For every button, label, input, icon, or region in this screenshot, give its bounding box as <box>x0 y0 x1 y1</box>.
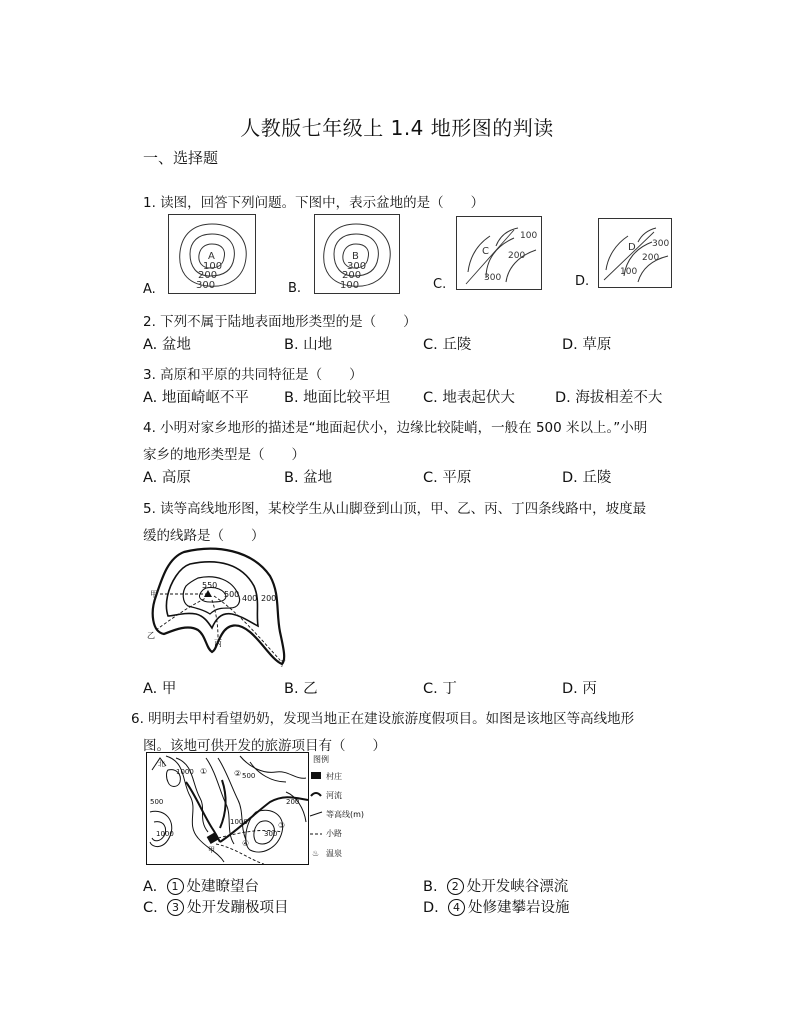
page-title: 人教版七年级上 1.4 地形图的判读 <box>240 116 554 140</box>
q6-option-c[interactable]: C. 3 处开发蹦极项目 <box>143 900 289 916</box>
q4-option-a[interactable]: A. 高原 <box>143 470 191 486</box>
q5-label-200: 200 <box>261 594 277 603</box>
q6-option-b[interactable]: B. 2 处开发峡谷漂流 <box>423 879 569 895</box>
q6-label-v7: 1000 <box>230 818 248 826</box>
q3-option-c[interactable]: C. 地表起伏大 <box>423 390 515 406</box>
q5-label-jia: 甲 <box>150 590 158 599</box>
q2-option-c[interactable]: C. 丘陵 <box>423 337 472 353</box>
map-d-label-3: 100 <box>620 267 638 277</box>
q4-option-c[interactable]: C. 平原 <box>423 470 472 486</box>
q1-option-a[interactable]: A. <box>143 282 156 297</box>
map-c-letter: C <box>482 246 489 257</box>
q6-label-v4: 200 <box>286 798 300 806</box>
q4-option-d[interactable]: D. 丘陵 <box>562 470 612 486</box>
q2-option-a[interactable]: A. 盆地 <box>143 337 191 353</box>
q6-label-v6: 500 <box>242 772 256 780</box>
q5-option-c[interactable]: C. 丁 <box>423 681 457 697</box>
q6-label-c1: ① <box>200 767 208 776</box>
q1-map-c <box>456 216 542 290</box>
map-b-label-2: 200 <box>342 270 362 281</box>
q6-label-c3: ③ <box>278 821 286 830</box>
svg-text:♨: ♨ <box>312 849 320 858</box>
q5-label-yi: 乙 <box>147 631 155 640</box>
q5-option-d[interactable]: D. 丙 <box>562 681 597 697</box>
map-c-label-3: 300 <box>484 273 502 283</box>
q5-label-bing: 丙 <box>214 639 222 648</box>
q1-map-d <box>598 218 672 288</box>
q1-option-c[interactable]: C. <box>433 277 447 292</box>
q5-label-500: 500 <box>224 590 240 599</box>
q6-label-v1: 1000 <box>176 768 194 776</box>
circled-number-4: 4 <box>448 899 465 916</box>
map-b-label-1: 300 <box>347 261 367 272</box>
q6-label-v5: 1000 <box>156 830 174 838</box>
q6-option-a[interactable]: A. 1 处建瞭望台 <box>143 879 259 895</box>
q5-label-400: 400 <box>242 594 258 603</box>
q1-map-a <box>168 214 256 294</box>
q4-stem-line2: 家乡的地形类型是（ ） <box>143 447 305 463</box>
q6-label-v2: 500 <box>150 798 164 806</box>
q2-stem: 2. 下列不属于陆地表面地形类型的是（ ） <box>143 314 417 330</box>
q6-legend-village: 村庄 <box>326 772 342 781</box>
map-c-label-2: 200 <box>508 251 526 261</box>
q6-label-v3: 300 <box>264 830 278 838</box>
q6-label-c4: ④ <box>242 839 250 848</box>
q6-north-label: 北 <box>158 760 165 768</box>
q5-option-b[interactable]: B. 乙 <box>284 681 318 697</box>
map-a-label-3: 300 <box>196 280 216 291</box>
q1-option-d[interactable]: D. <box>575 274 590 289</box>
section-heading: 一、选择题 <box>143 149 219 167</box>
q1-map-b <box>314 214 400 294</box>
map-c-label-1: 100 <box>520 231 538 241</box>
q4-stem-line1: 4. 小明对家乡地形的描述是“地面起伏小，边缘比较陡峭，一般在 500 米以上。”小明 <box>143 420 648 436</box>
q3-option-d[interactable]: D. 海拔相差不大 <box>555 390 663 406</box>
q4-option-b[interactable]: B. 盆地 <box>284 470 333 486</box>
q5-stem-line1: 5. 读等高线地形图，某校学生从山脚登到山顶，甲、乙、丙、丁四条线路中，坡度最 <box>143 501 647 517</box>
q1-stem: 1. 读图，回答下列问题。下图中，表示盆地的是（ ） <box>143 195 485 211</box>
q6-legend-path: 小路 <box>326 829 342 838</box>
circled-number-2: 2 <box>447 878 464 895</box>
map-d-label-2: 200 <box>642 253 660 263</box>
q5-label-550: 550 <box>202 581 218 590</box>
q2-option-b[interactable]: B. 山地 <box>284 337 333 353</box>
q5-stem-line2: 缓的线路是（ ） <box>143 528 265 544</box>
map-b-label-3: 100 <box>340 280 360 291</box>
map-a-label-1: 100 <box>203 261 223 272</box>
q6-legend-contour: 等高线(m) <box>326 810 365 819</box>
map-d-letter: D <box>628 242 636 253</box>
q6-label-c2: ② <box>234 769 242 778</box>
q6-stem-line2: 图。该地可供开发的旅游项目有（ ） <box>143 738 386 754</box>
q1-option-b[interactable]: B. <box>288 281 302 296</box>
q5-label-ding: 丁 <box>278 659 286 668</box>
q3-option-b[interactable]: B. 地面比较平坦 <box>284 390 391 406</box>
circled-number-3: 3 <box>167 899 184 916</box>
q6-stem-line1: 6. 明明去甲村看望奶奶，发现当地正在建设旅游度假项目。如图是该地区等高线地形 <box>131 711 635 727</box>
q6-legend-river: 河流 <box>326 791 342 800</box>
map-a-label-2: 200 <box>198 270 218 281</box>
q3-stem: 3. 高原和平原的共同特征是（ ） <box>143 367 363 383</box>
q6-option-d[interactable]: D. 4 处修建攀岩设施 <box>423 900 570 916</box>
circled-number-1: 1 <box>167 878 184 895</box>
q5-contour-map <box>146 542 296 668</box>
q5-option-a[interactable]: A. 甲 <box>143 681 177 697</box>
q2-option-d[interactable]: D. 草原 <box>562 337 612 353</box>
map-b-letter: B <box>352 251 359 262</box>
q6-label-jia: 甲 <box>208 846 215 854</box>
q6-legend-title: 图例 <box>313 755 329 764</box>
q6-legend-spring: 温泉 <box>326 849 342 858</box>
map-a-letter: A <box>208 251 215 262</box>
q3-option-a[interactable]: A. 地面崎岖不平 <box>143 390 249 406</box>
q6-contour-map <box>146 752 365 866</box>
map-d-label-1: 300 <box>652 239 670 249</box>
